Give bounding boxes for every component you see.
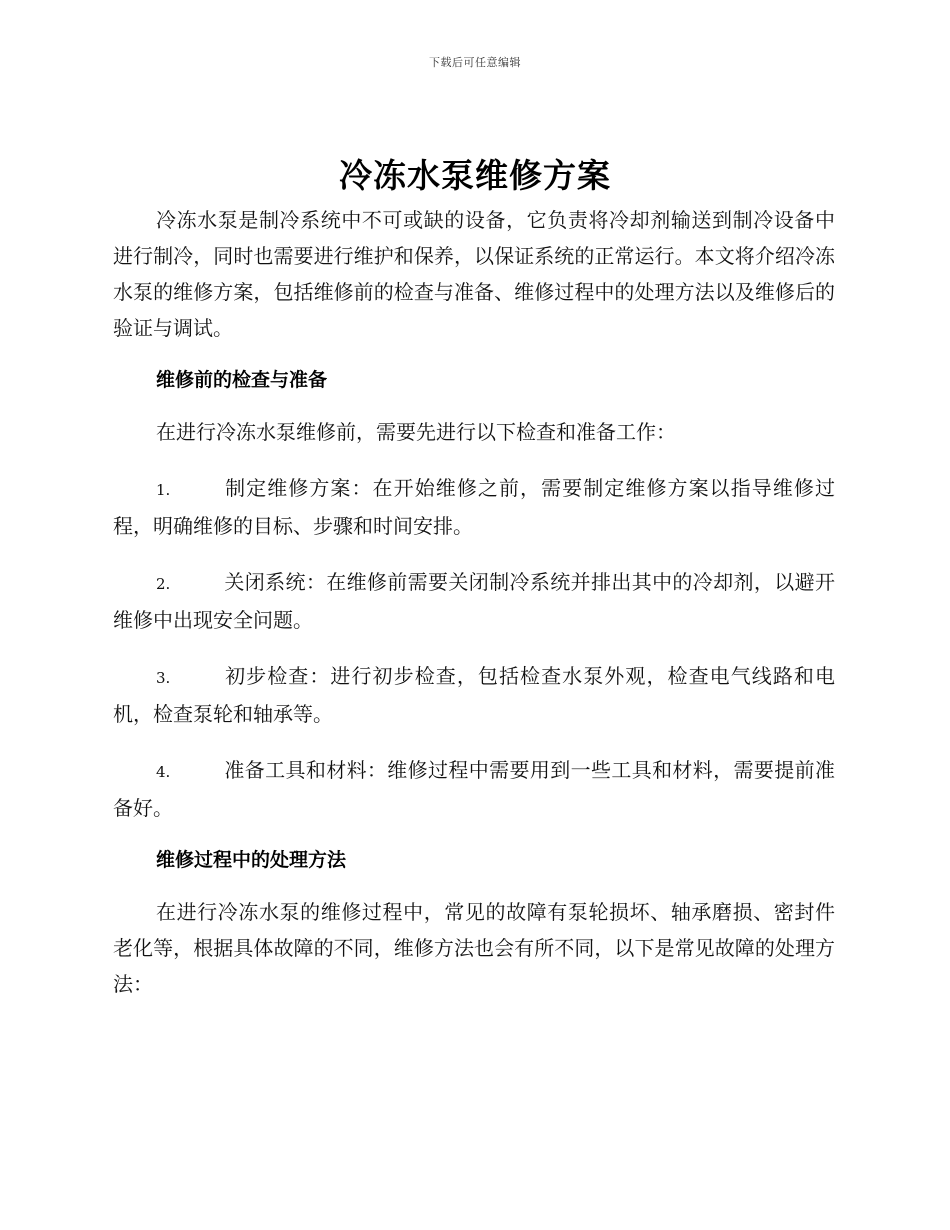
list-item xyxy=(113,470,835,544)
list-item xyxy=(113,752,835,826)
list-item-text: 关闭系统：在维修前需要关闭制冷系统并排出其中的冷却剂，以避开维修中出现安全问题。 xyxy=(113,570,835,632)
list-item-number: 3. xyxy=(156,669,171,687)
list-item-number: 2. xyxy=(156,575,171,593)
page-title: 冷冻水泵维修方案 xyxy=(339,156,611,195)
list-item xyxy=(113,564,835,638)
section-lead-preparation: 在进行冷冻水泵维修前，需要先进行以下检查和准备工作： xyxy=(156,420,676,444)
section-lead-repair: 在进行冷冻水泵的维修过程中，常见的故障有泵轮损坏、轴承磨损、密封件老化等，根据具体故障的不同，维修方法也会有所不同，以下是常见故障的处理方法： xyxy=(113,900,835,996)
header-note: 下载后可任意编辑 xyxy=(429,56,521,69)
document-body xyxy=(113,202,835,1002)
list-item-number: 1. xyxy=(156,481,171,499)
section-heading-repair: 维修过程中的处理方法 xyxy=(156,849,347,871)
list-item-number: 4. xyxy=(156,763,171,781)
section-heading-preparation: 维修前的检查与准备 xyxy=(156,369,328,391)
list-item xyxy=(113,658,835,732)
list-item-text: 制定维修方案：在开始维修之前，需要制定维修方案以指导维修过程，明确维修的目标、步骤和时间安排。 xyxy=(113,476,835,538)
intro-paragraph: 冷冻水泵是制冷系统中不可或缺的设备，它负责将冷却剂输送到制冷设备中进行制冷，同时也需要进行维护和保养，以保证系统的正常运行。本文将介绍冷冻水泵的维修方案，包括维修前的检查与准备、维修过程中的处理方法以及维修后的验证与调试。 xyxy=(113,208,835,340)
list-item-text: 初步检查：进行初步检查，包括检查水泵外观，检查电气线路和电机，检查泵轮和轴承等。 xyxy=(113,664,835,726)
list-item-text: 准备工具和材料：维修过程中需要用到一些工具和材料，需要提前准备好。 xyxy=(113,758,835,820)
